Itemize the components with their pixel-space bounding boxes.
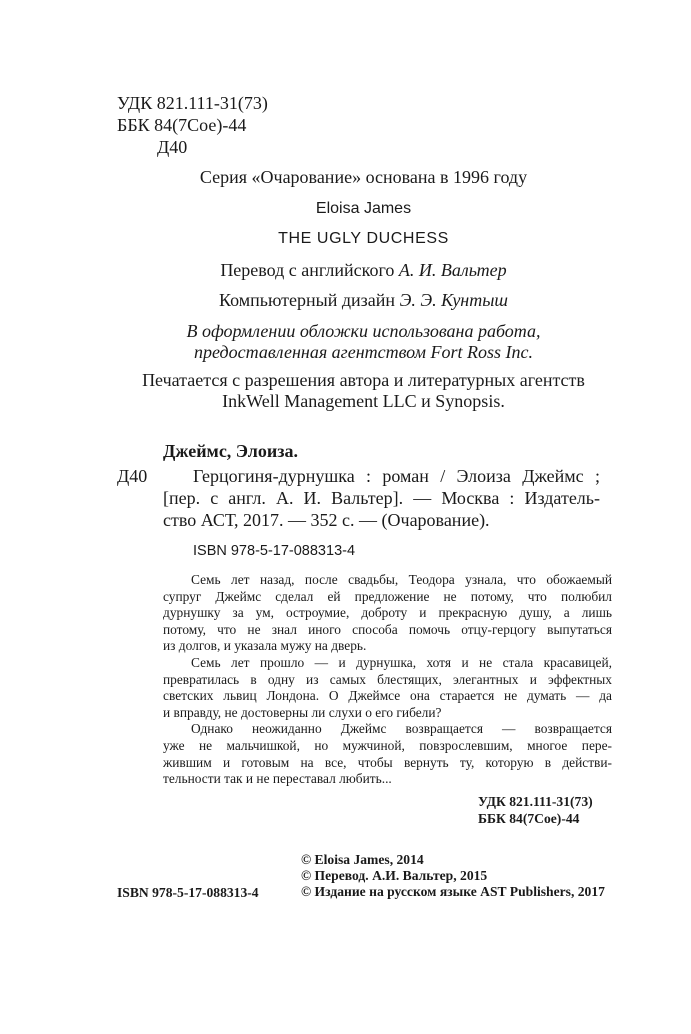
annotation-line: из долгов, и указала мужу на дверь. [163, 638, 367, 654]
catalog-line: ство АСТ, 2017. — 352 с. — (Очарование). [163, 510, 490, 530]
isbn-bold: ISBN 978-5-17-088313-4 [117, 885, 259, 900]
catalog-index: Д40 [117, 466, 148, 486]
annotation-line: светских львиц Лондона. О Джеймсе она старается не думать — да [163, 688, 612, 704]
catalog-line: Герцогиня-дурнушка : роман / Элоиза Джеймс ; [193, 466, 600, 486]
catalog-heading: Джеймс, Элоиза. [163, 441, 298, 461]
permission-line-1: Печатается с разрешения автора и литературных агентств [142, 370, 585, 390]
design-line [18, 289, 691, 311]
translation-label: Перевод с английского [220, 260, 399, 280]
annotation-line: Однако неожиданно Джеймс возвращается — возвращается [191, 721, 612, 737]
series-line: Серия «Очарование» основана в 1996 году [199, 167, 528, 187]
annotation-line: жившим и готовым на все, чтобы вернуть ту, которую в действи- [163, 754, 612, 770]
bbk-bold: ББК 84(7Сое)-44 [478, 811, 580, 826]
annotation-line: потому, что не знал иного способа помочь отцу-герцогу выпутаться [163, 621, 612, 637]
udk-bold: УДК 821.111-31(73) [478, 794, 593, 809]
translation-line [18, 259, 691, 281]
catalog-description [163, 465, 600, 531]
udk-code: УДК 821.111-31(73) [117, 93, 268, 113]
translator-name: А. И. Вальтер [398, 260, 507, 280]
bbk-code: ББК 84(7Сое)-44 [117, 115, 247, 135]
annotation-line: и вправду, не достоверны ли слухи о его гибели? [163, 704, 442, 720]
annotation-line: тельности так и не переставал любить... [163, 771, 392, 787]
annotation-line: Семь лет назад, после свадьбы, Теодора узнала, что обожаемый [191, 572, 612, 587]
annotation-line: супруг Джеймс сделал ей предложение не потому, что полюбил [163, 588, 612, 604]
author-index: Д40 [157, 137, 188, 157]
designer-name: Э. Э. Кунтыш [399, 290, 509, 310]
catalog-isbn: ISBN 978-5-17-088313-4 [193, 543, 356, 559]
annotation-line: дурнушку за ум, остроумие, доброту и прекрасную душу, а лишь [163, 605, 612, 621]
annotation-line: уже не мальчишкой, но мужчиной, повзрослевшим, многое пере- [163, 737, 612, 753]
author-en: Eloisa James [315, 200, 412, 217]
permission-line-2: InkWell Management LLC и Synopsis. [222, 391, 505, 411]
design-label: Компьютерный дизайн [218, 290, 400, 310]
copyright-line: © Перевод. А.И. Вальтер, 2015 [301, 868, 488, 883]
annotation [163, 572, 612, 788]
catalog-line: [пер. с англ. А. И. Вальтер]. — Москва : Издатель- [163, 488, 600, 508]
annotation-line: Семь лет прошло — и дурнушка, хотя и не стала красавицей, [191, 654, 612, 670]
cover-note-line-2: предоставленная агентством Fort Ross Inc. [194, 342, 533, 362]
annotation-line: превратилась в одну из самых блестящих, элегантных и эффектных [163, 671, 612, 687]
title-en: THE UGLY DUCHESS [278, 230, 449, 247]
cover-note-line-1: В оформлении обложки использована работа, [186, 321, 541, 341]
copyright-line: © Издание на русском языке AST Publishers, 2017 [301, 884, 605, 899]
copyright-line: © Eloisa James, 2014 [301, 852, 424, 867]
